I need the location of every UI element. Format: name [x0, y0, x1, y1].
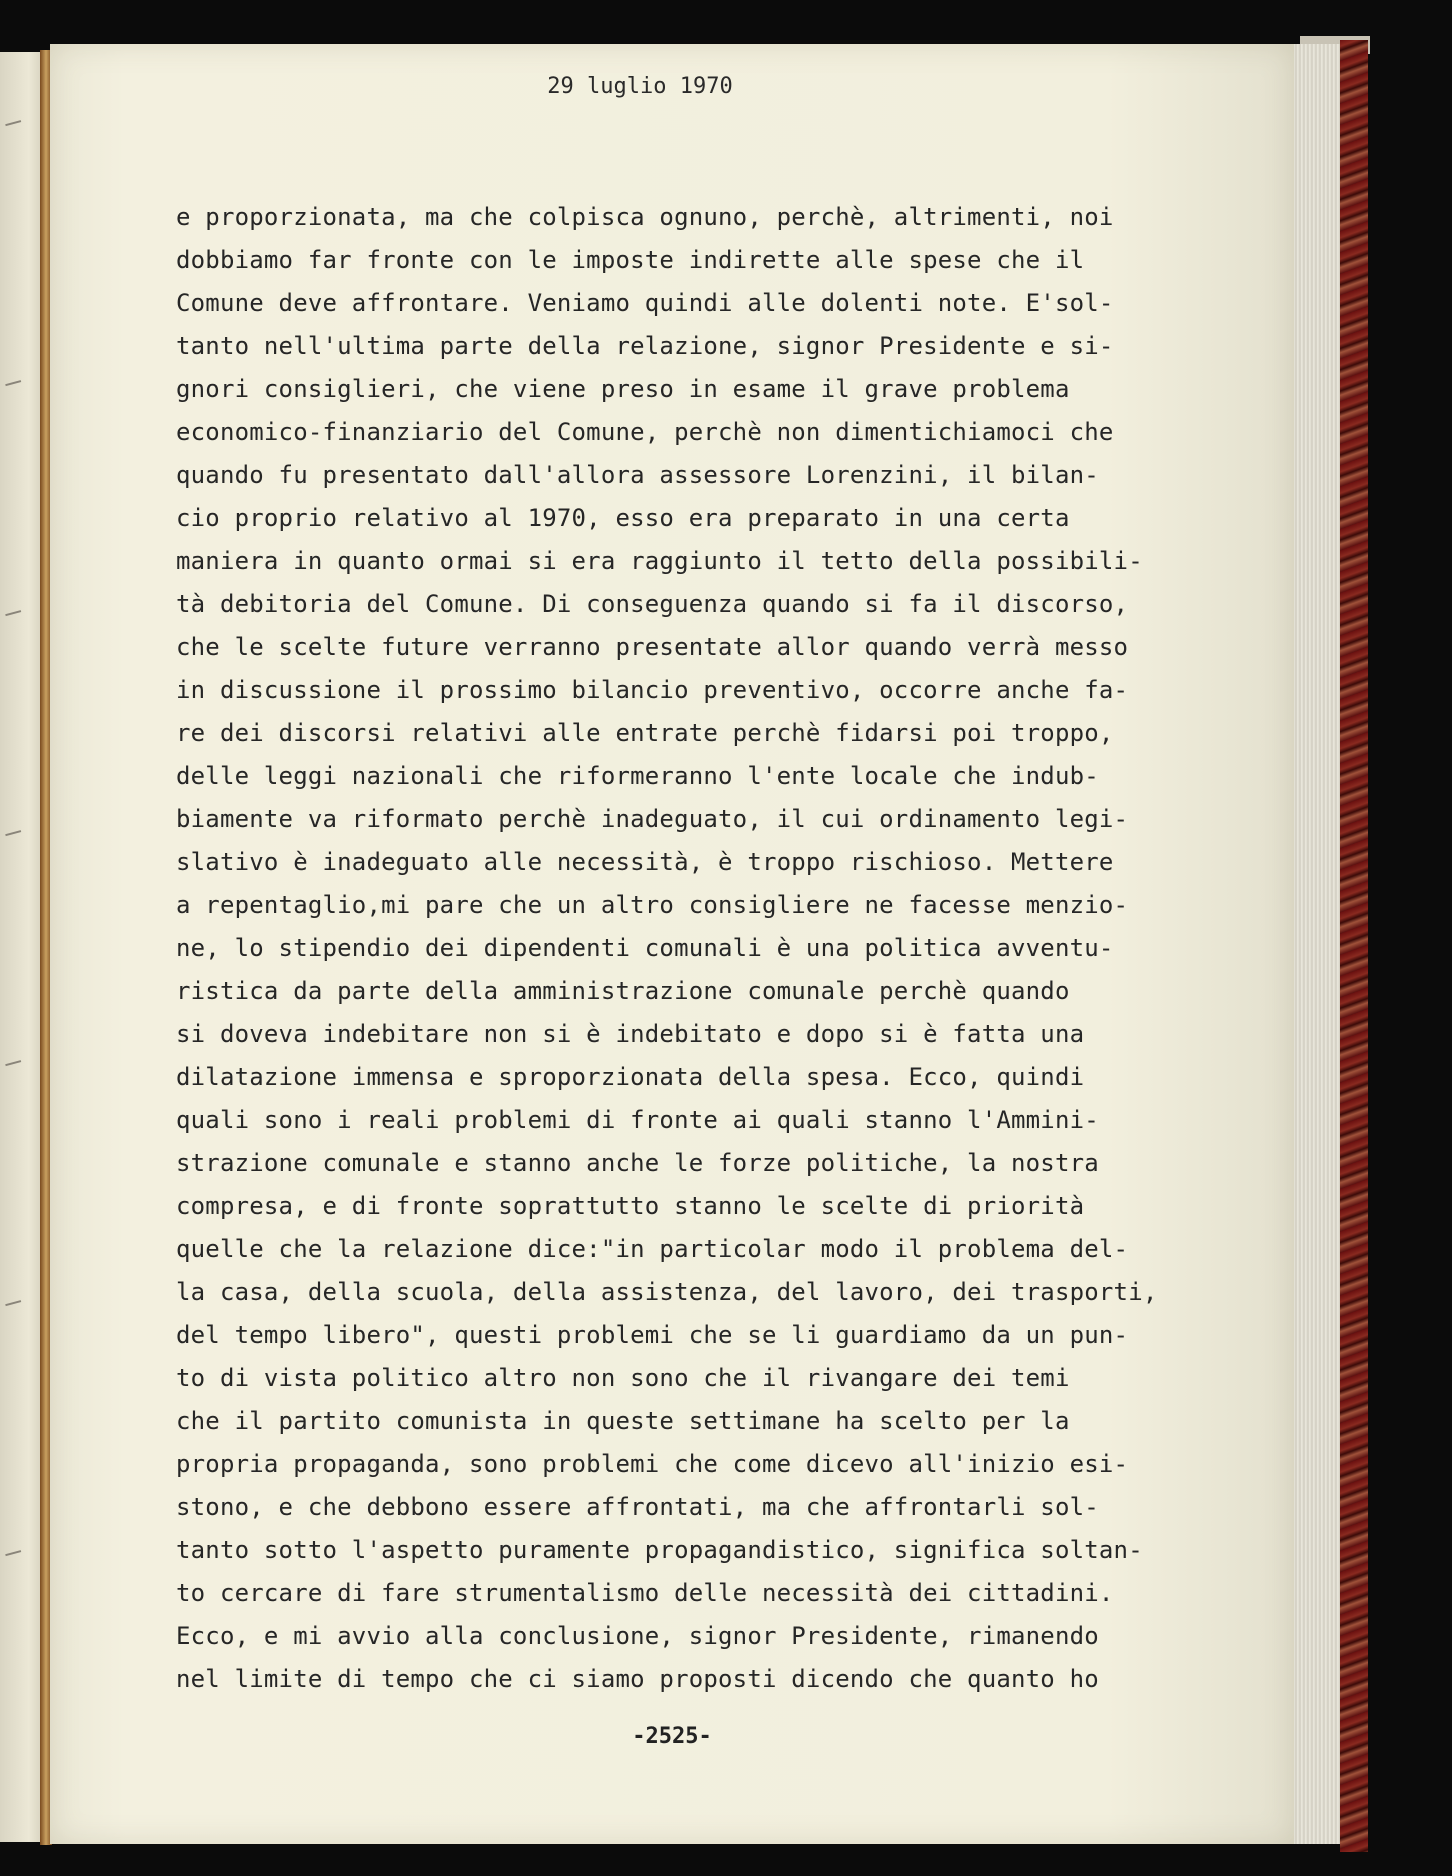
text-line: quando fu presentato dall'allora assessore Lorenzini, il bilan-	[176, 461, 1099, 489]
text-line: stono, e che debbono essere affrontati, ma che affrontarli sol-	[176, 1493, 1099, 1521]
text-line: che il partito comunista in queste settimane ha scelto per la	[176, 1407, 1070, 1435]
text-line: tà debitoria del Comune. Di conseguenza quando si fa il discorso,	[176, 590, 1129, 618]
marbled-cover-edge	[1340, 40, 1368, 1852]
text-line: ne, lo stipendio dei dipendenti comunali è una politica avventu-	[176, 934, 1114, 962]
stitch-mark	[5, 830, 23, 842]
text-line: dilatazione immensa e sproporzionata della spesa. Ecco, quindi	[176, 1063, 1085, 1091]
text-line: gnori consiglieri, che viene preso in esame il grave problema	[176, 375, 1070, 403]
stitch-mark	[5, 1060, 23, 1072]
text-line: in discussione il prossimo bilancio preventivo, occorre anche fa-	[176, 676, 1129, 704]
stitch-mark	[5, 120, 23, 132]
text-line: ristica da parte della amministrazione comunale perchè quando	[176, 977, 1070, 1005]
text-line: slativo è inadeguato alle necessità, è troppo rischioso. Mettere	[176, 848, 1114, 876]
text-line: quali sono i reali problemi di fronte ai quali stanno l'Ammini-	[176, 1106, 1099, 1134]
text-line: compresa, e di fronte soprattutto stanno le scelte di priorità	[176, 1192, 1085, 1220]
stitch-mark	[5, 1550, 23, 1562]
text-line: to cercare di fare strumentalismo delle necessità dei cittadini.	[176, 1579, 1114, 1607]
document-page	[50, 44, 1294, 1844]
text-line: Ecco, e mi avvio alla conclusione, signor Presidente, rimanendo	[176, 1622, 1099, 1650]
text-line: nel limite di tempo che ci siamo proposti dicendo che quanto ho	[176, 1665, 1099, 1693]
text-line: la casa, della scuola, della assistenza, del lavoro, dei trasporti,	[176, 1278, 1158, 1306]
text-line: del tempo libero", questi problemi che se li guardiamo da un pun-	[176, 1321, 1129, 1349]
text-line: economico-finanziario del Comune, perchè non dimentichiamoci che	[176, 418, 1114, 446]
text-line: a repentaglio,mi pare che un altro consigliere ne facesse menzio-	[176, 891, 1129, 919]
text-line: si doveva indebitare non si è indebitato e dopo si è fatta una	[176, 1020, 1085, 1048]
page-number: -2525-	[632, 1724, 712, 1749]
text-line: dobbiamo far fronte con le imposte indirette alle spese che il	[176, 246, 1085, 274]
text-line: maniera in quanto ormai si era raggiunto il tetto della possibili-	[176, 547, 1143, 575]
stitch-mark	[5, 1300, 23, 1312]
text-line: delle leggi nazionali che riformeranno l'ente locale che indub-	[176, 762, 1099, 790]
text-line: biamente va riformato perchè inadeguato, il cui ordinamento legi-	[176, 805, 1129, 833]
text-line: Comune deve affrontare. Veniamo quindi alle dolenti note. E'sol-	[176, 289, 1114, 317]
text-line: e proporzionata, ma che colpisca ognuno, perchè, altrimenti, noi	[176, 203, 1114, 231]
text-line: cio proprio relativo al 1970, esso era preparato in una certa	[176, 504, 1070, 532]
page-header-date: 29 luglio 1970	[547, 74, 733, 99]
text-line: propria propaganda, sono problemi che come dicevo all'inizio esi-	[176, 1450, 1129, 1478]
text-line: to di vista politico altro non sono che il rivangare dei temi	[176, 1364, 1070, 1392]
stitch-mark	[5, 380, 23, 392]
text-line: che le scelte future verranno presentate allor quando verrà messo	[176, 633, 1129, 661]
text-line: re dei discorsi relativi alle entrate perchè fidarsi poi troppo,	[176, 719, 1114, 747]
text-line: tanto nell'ultima parte della relazione, signor Presidente e si-	[176, 332, 1114, 360]
text-line: strazione comunale e stanno anche le forze politiche, la nostra	[176, 1149, 1099, 1177]
stitch-mark	[5, 610, 23, 622]
typed-body-text	[176, 196, 1196, 1701]
text-line: quelle che la relazione dice:"in particolar modo il problema del-	[176, 1235, 1129, 1263]
text-line: tanto sotto l'aspetto puramente propagandistico, significa soltan-	[176, 1536, 1143, 1564]
